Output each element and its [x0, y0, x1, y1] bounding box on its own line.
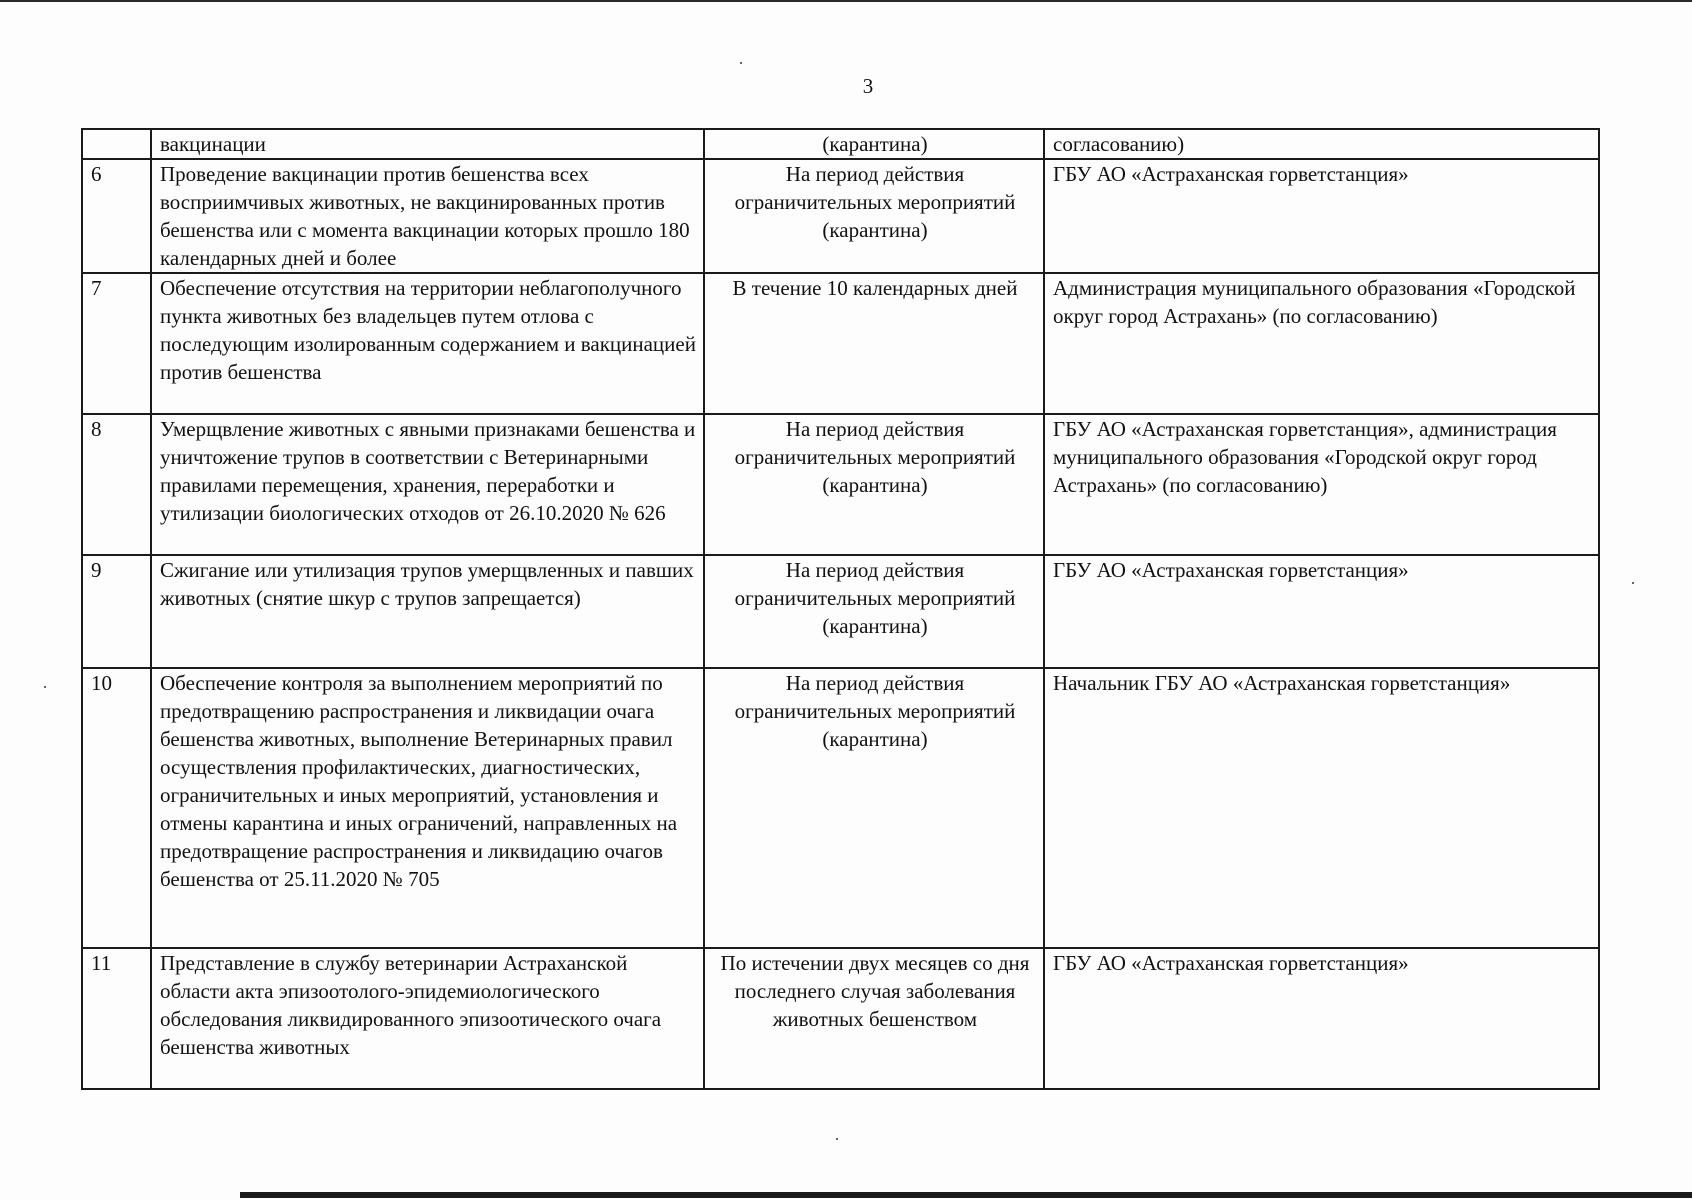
- action-cell: Обеспечение отсутствия на территории неблагополучного пункта животных без владельцев путем отлова с последующим изолированным содержанием и вакцинацией против бешенства: [151, 273, 704, 414]
- scan-speck: [1632, 582, 1634, 584]
- period-cell: На период действия ограничительных мероприятий (карантина): [704, 414, 1044, 555]
- row-number: 11: [82, 948, 151, 1089]
- responsible-cell: ГБУ АО «Астраханская горветстанция»: [1044, 555, 1599, 668]
- row-number: 8: [82, 414, 151, 555]
- period-cell: На период действия ограничительных мероприятий (карантина): [704, 668, 1044, 948]
- scan-speck: [740, 62, 742, 64]
- table-row: [82, 555, 1599, 668]
- action-cell: Сжигание или утилизация трупов умерщвленных и павших животных (снятие шкур с трупов запрещается): [151, 555, 704, 668]
- scan-top-edge: [0, 0, 1692, 2]
- period-cell: В течение 10 календарных дней: [704, 273, 1044, 414]
- action-cell: Обеспечение контроля за выполнением мероприятий по предотвращению распространения и ликвидации очага бешенства животных, выполнение Ветеринарных правил осуществления профилактических, диагностических, ограничительных и иных мероприятий, установления и отмены карантина и иных ограничений, направленных на предотвращение распространения и ликвидацию очагов бешенства от 25.11.2020 № 705: [151, 668, 704, 948]
- period-cell: На период действия ограничительных мероприятий (карантина): [704, 159, 1044, 273]
- scan-speck: [44, 686, 46, 688]
- page-number: 3: [862, 74, 874, 98]
- table-row: [82, 668, 1599, 948]
- table-row: [82, 159, 1599, 273]
- action-cell: Представление в службу ветеринарии Астраханской области акта эпизоотолого-эпидемиологического обследования ликвидированного эпизоотического очага бешенства животных: [151, 948, 704, 1089]
- responsible-cell: ГБУ АО «Астраханская горветстанция»: [1044, 159, 1599, 273]
- row-number: 10: [82, 668, 151, 948]
- period-cell: (карантина): [704, 129, 1044, 159]
- measures-table: [81, 128, 1600, 1090]
- period-cell: На период действия ограничительных мероприятий (карантина): [704, 555, 1044, 668]
- scan-speck: [836, 1138, 838, 1140]
- responsible-cell: согласованию): [1044, 129, 1599, 159]
- table-row: [82, 273, 1599, 414]
- table-row: [82, 129, 1599, 159]
- row-number: [82, 129, 151, 159]
- action-cell: Проведение вакцинации против бешенства всех восприимчивых животных, не вакцинированных против бешенства или с момента вакцинации которых прошло 180 календарных дней и более: [151, 159, 704, 273]
- responsible-cell: ГБУ АО «Астраханская горветстанция»: [1044, 948, 1599, 1089]
- table-row: [82, 948, 1599, 1089]
- action-cell: вакцинации: [151, 129, 704, 159]
- row-number: 6: [82, 159, 151, 273]
- responsible-cell: Начальник ГБУ АО «Астраханская горветстанция»: [1044, 668, 1599, 948]
- responsible-cell: ГБУ АО «Астраханская горветстанция», администрация муниципального образования «Городской округ город Астрахань» (по согласованию): [1044, 414, 1599, 555]
- row-number: 7: [82, 273, 151, 414]
- period-cell: По истечении двух месяцев со дня последнего случая заболевания животных бешенством: [704, 948, 1044, 1089]
- responsible-cell: Администрация муниципального образования «Городской округ город Астрахань» (по согласованию): [1044, 273, 1599, 414]
- scan-bottom-edge: [240, 1192, 1692, 1198]
- row-number: 9: [82, 555, 151, 668]
- action-cell: Умерщвление животных с явными признаками бешенства и уничтожение трупов в соответствии с Ветеринарными правилами перемещения, хранения, переработки и утилизации биологических отходов от 26.10.2020 № 626: [151, 414, 704, 555]
- table-row: [82, 414, 1599, 555]
